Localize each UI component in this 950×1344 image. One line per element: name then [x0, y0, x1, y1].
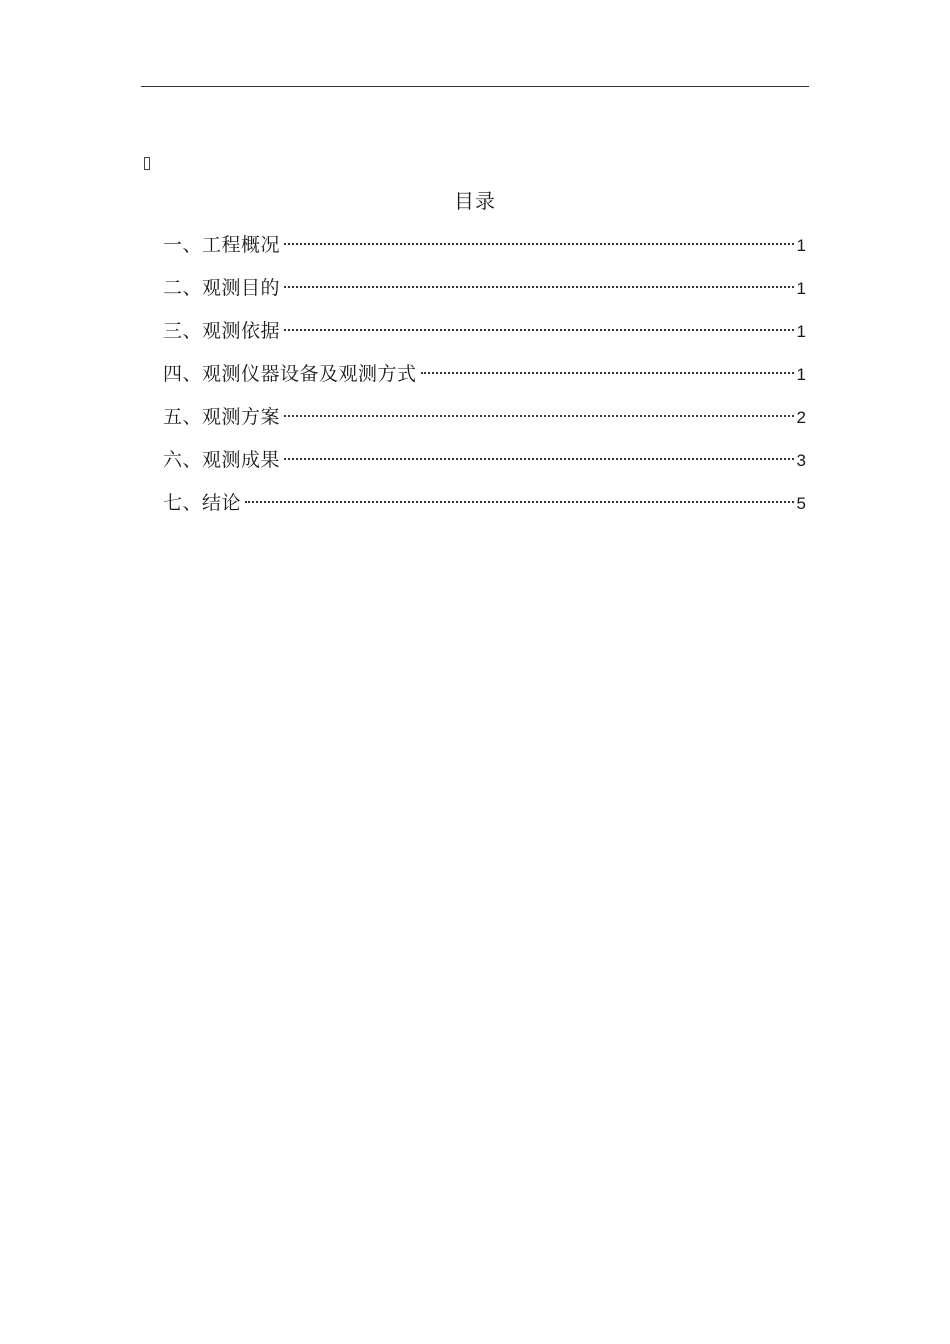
toc-entry-page: 3 — [796, 451, 806, 470]
toc-entry-page: 1 — [796, 279, 806, 298]
table-of-contents — [163, 228, 806, 529]
toc-entry[interactable] — [163, 271, 806, 314]
toc-entry[interactable] — [163, 443, 806, 486]
toc-entry-page: 2 — [796, 408, 806, 427]
toc-entry-label: 七、结论 — [163, 492, 242, 514]
toc-entry-label: 二、观测目的 — [163, 277, 281, 299]
toc-entry-label: 三、观测依据 — [163, 320, 281, 342]
header-rule — [141, 86, 809, 87]
toc-entry[interactable] — [163, 486, 806, 529]
toc-dot-leader — [421, 372, 794, 374]
toc-entry[interactable] — [163, 314, 806, 357]
toc-entry-page: 5 — [796, 494, 806, 513]
toc-entry-label: 六、观测成果 — [163, 449, 281, 471]
toc-entry-page: 1 — [796, 365, 806, 384]
toc-dot-leader — [284, 415, 794, 417]
toc-entry-label: 一、工程概况 — [163, 234, 281, 256]
toc-entry-label: 四、观测仪器设备及观测方式 — [163, 363, 417, 385]
toc-entry[interactable] — [163, 228, 806, 271]
toc-title: 目录 — [454, 189, 496, 213]
toc-dot-leader — [245, 501, 794, 503]
toc-entry[interactable] — [163, 400, 806, 443]
toc-entry[interactable] — [163, 357, 806, 400]
toc-entry-label: 五、观测方案 — [163, 406, 281, 428]
toc-dot-leader — [284, 329, 794, 331]
toc-entry-page: 1 — [796, 236, 806, 255]
toc-dot-leader — [284, 243, 794, 245]
toc-dot-leader — [284, 458, 794, 460]
missing-glyph-icon — [144, 157, 150, 170]
toc-dot-leader — [284, 286, 794, 288]
toc-entry-page: 1 — [796, 322, 806, 341]
